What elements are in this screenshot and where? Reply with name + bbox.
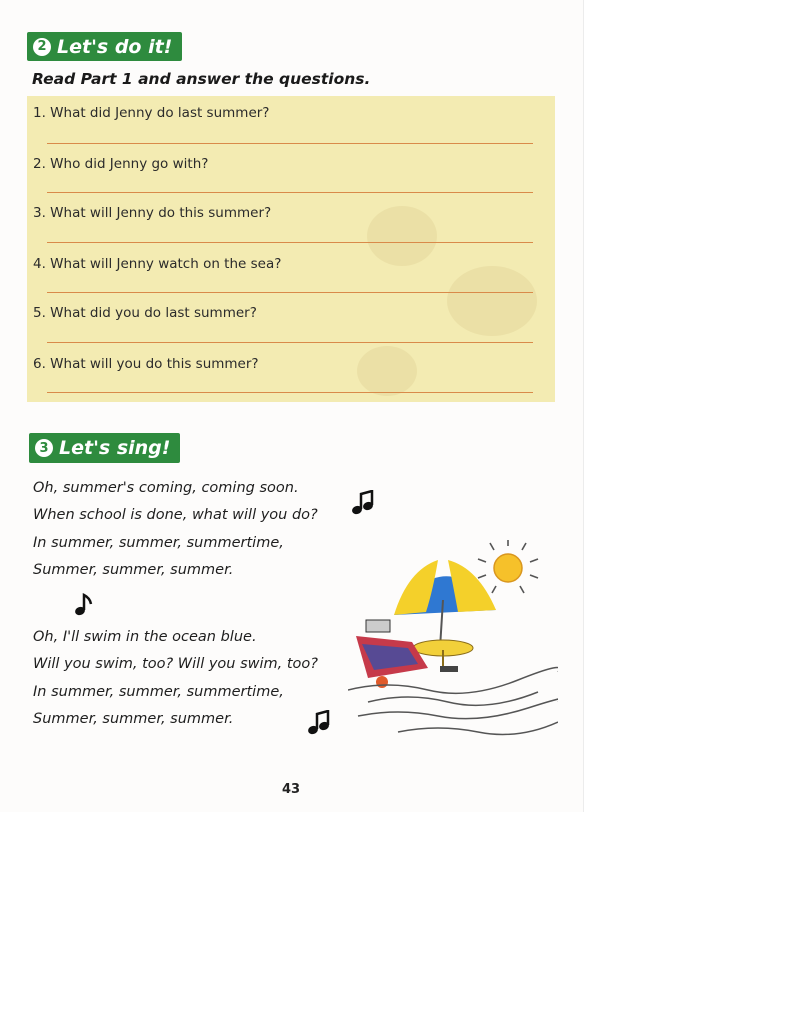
- questions-box: [27, 96, 555, 402]
- lyric-line: Will you swim, too? Will you swim, too?: [33, 656, 318, 672]
- section-number-badge: 3: [35, 439, 53, 457]
- lyric-line: Summer, summer, summer.: [33, 562, 234, 578]
- sun-icon: [478, 540, 538, 593]
- beach-umbrella-icon: [394, 560, 496, 648]
- answer-line-2[interactable]: [47, 192, 533, 193]
- question-1: 1. What did Jenny do last summer?: [33, 105, 270, 121]
- section-title: Let's sing!: [59, 437, 171, 459]
- answer-line-1[interactable]: [47, 143, 533, 144]
- lyric-line: In summer, summer, summertime,: [33, 535, 284, 551]
- music-note-icon: [72, 592, 94, 618]
- answer-line-4[interactable]: [47, 292, 533, 293]
- lyric-line: Oh, I'll swim in the ocean blue.: [33, 629, 257, 645]
- lyric-line: When school is done, what will you do?: [33, 507, 318, 523]
- lyric-line: Oh, summer's coming, coming soon.: [33, 480, 299, 496]
- section-number-badge: 2: [33, 38, 51, 56]
- question-3: 3. What will Jenny do this summer?: [33, 205, 272, 221]
- music-note-icon: [350, 490, 374, 516]
- instruction-text: Read Part 1 and answer the questions.: [32, 70, 371, 88]
- lyric-line: Summer, summer, summer.: [33, 711, 234, 727]
- question-2: 2. Who did Jenny go with?: [33, 156, 209, 172]
- question-4: 4. What will Jenny watch on the sea?: [33, 256, 282, 272]
- lets-sing-heading: [29, 433, 180, 463]
- lets-do-it-heading: [27, 32, 182, 61]
- beach-illustration: [348, 540, 558, 750]
- page-number: 43: [282, 782, 301, 797]
- music-note-icon: [306, 710, 330, 736]
- question-5: 5. What did you do last summer?: [33, 305, 257, 321]
- answer-line-6[interactable]: [47, 392, 533, 393]
- answer-line-3[interactable]: [47, 242, 533, 243]
- question-6: 6. What will you do this summer?: [33, 356, 259, 372]
- answer-line-5[interactable]: [47, 342, 533, 343]
- section-title: Let's do it!: [57, 35, 173, 58]
- lyric-line: In summer, summer, summertime,: [33, 684, 284, 700]
